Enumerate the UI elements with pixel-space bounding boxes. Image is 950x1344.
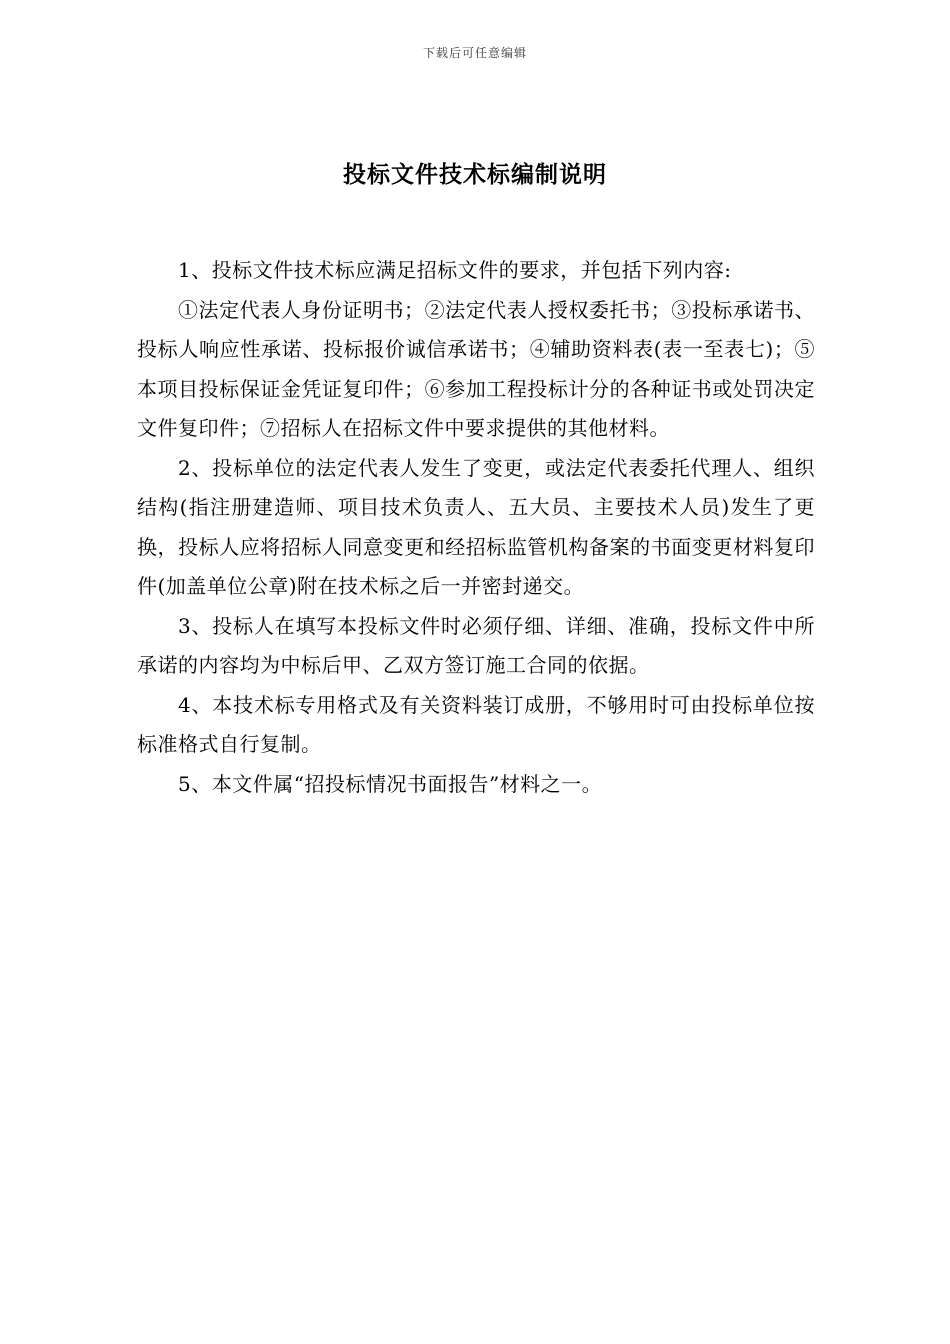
paragraph-3: 3、投标人在填写本投标文件时必须仔细、详细、准确，投标文件中所承诺的内容均为中标后甲、乙双方签订施工合同的依据。 (137, 613, 815, 677)
paragraph-1: 1、投标文件技术标应满足招标文件的要求，并包括下列内容: (178, 258, 732, 282)
document-title: 投标文件技术标编制说明 (343, 161, 607, 188)
paragraph-1-items: ①法定代表人身份证明书；②法定代表人授权委托书；③投标承诺书、投标人响应性承诺、投标报价诚信承诺书；④辅助资料表(表一至表七)；⑤本项目投标保证金凭证复印件；⑥参加工程投标计分的各种证书或处罚决定文件复印件；⑦招标人在招标文件中要求提供的其他材料。 (137, 297, 815, 440)
paragraph-4: 4、本技术标专用格式及有关资料装订成册，不够用时可由投标单位按标准格式自行复制。 (137, 692, 815, 756)
paragraph-2: 2、投标单位的法定代表人发生了变更，或法定代表委托代理人、组织结构(指注册建造师、项目技术负责人、五大员、主要技术人员)发生了更换，投标人应将招标人同意变更和经招标监管机构备案的书面变更材料复印件(加盖单位公章)附在技术标之后一并密封递交。 (137, 455, 815, 598)
paragraph-5: 5、本文件属“招投标情况书面报告”材料之一。 (178, 771, 603, 796)
header-note: 下载后可任意编辑 (422, 46, 527, 60)
document-body (137, 251, 815, 804)
